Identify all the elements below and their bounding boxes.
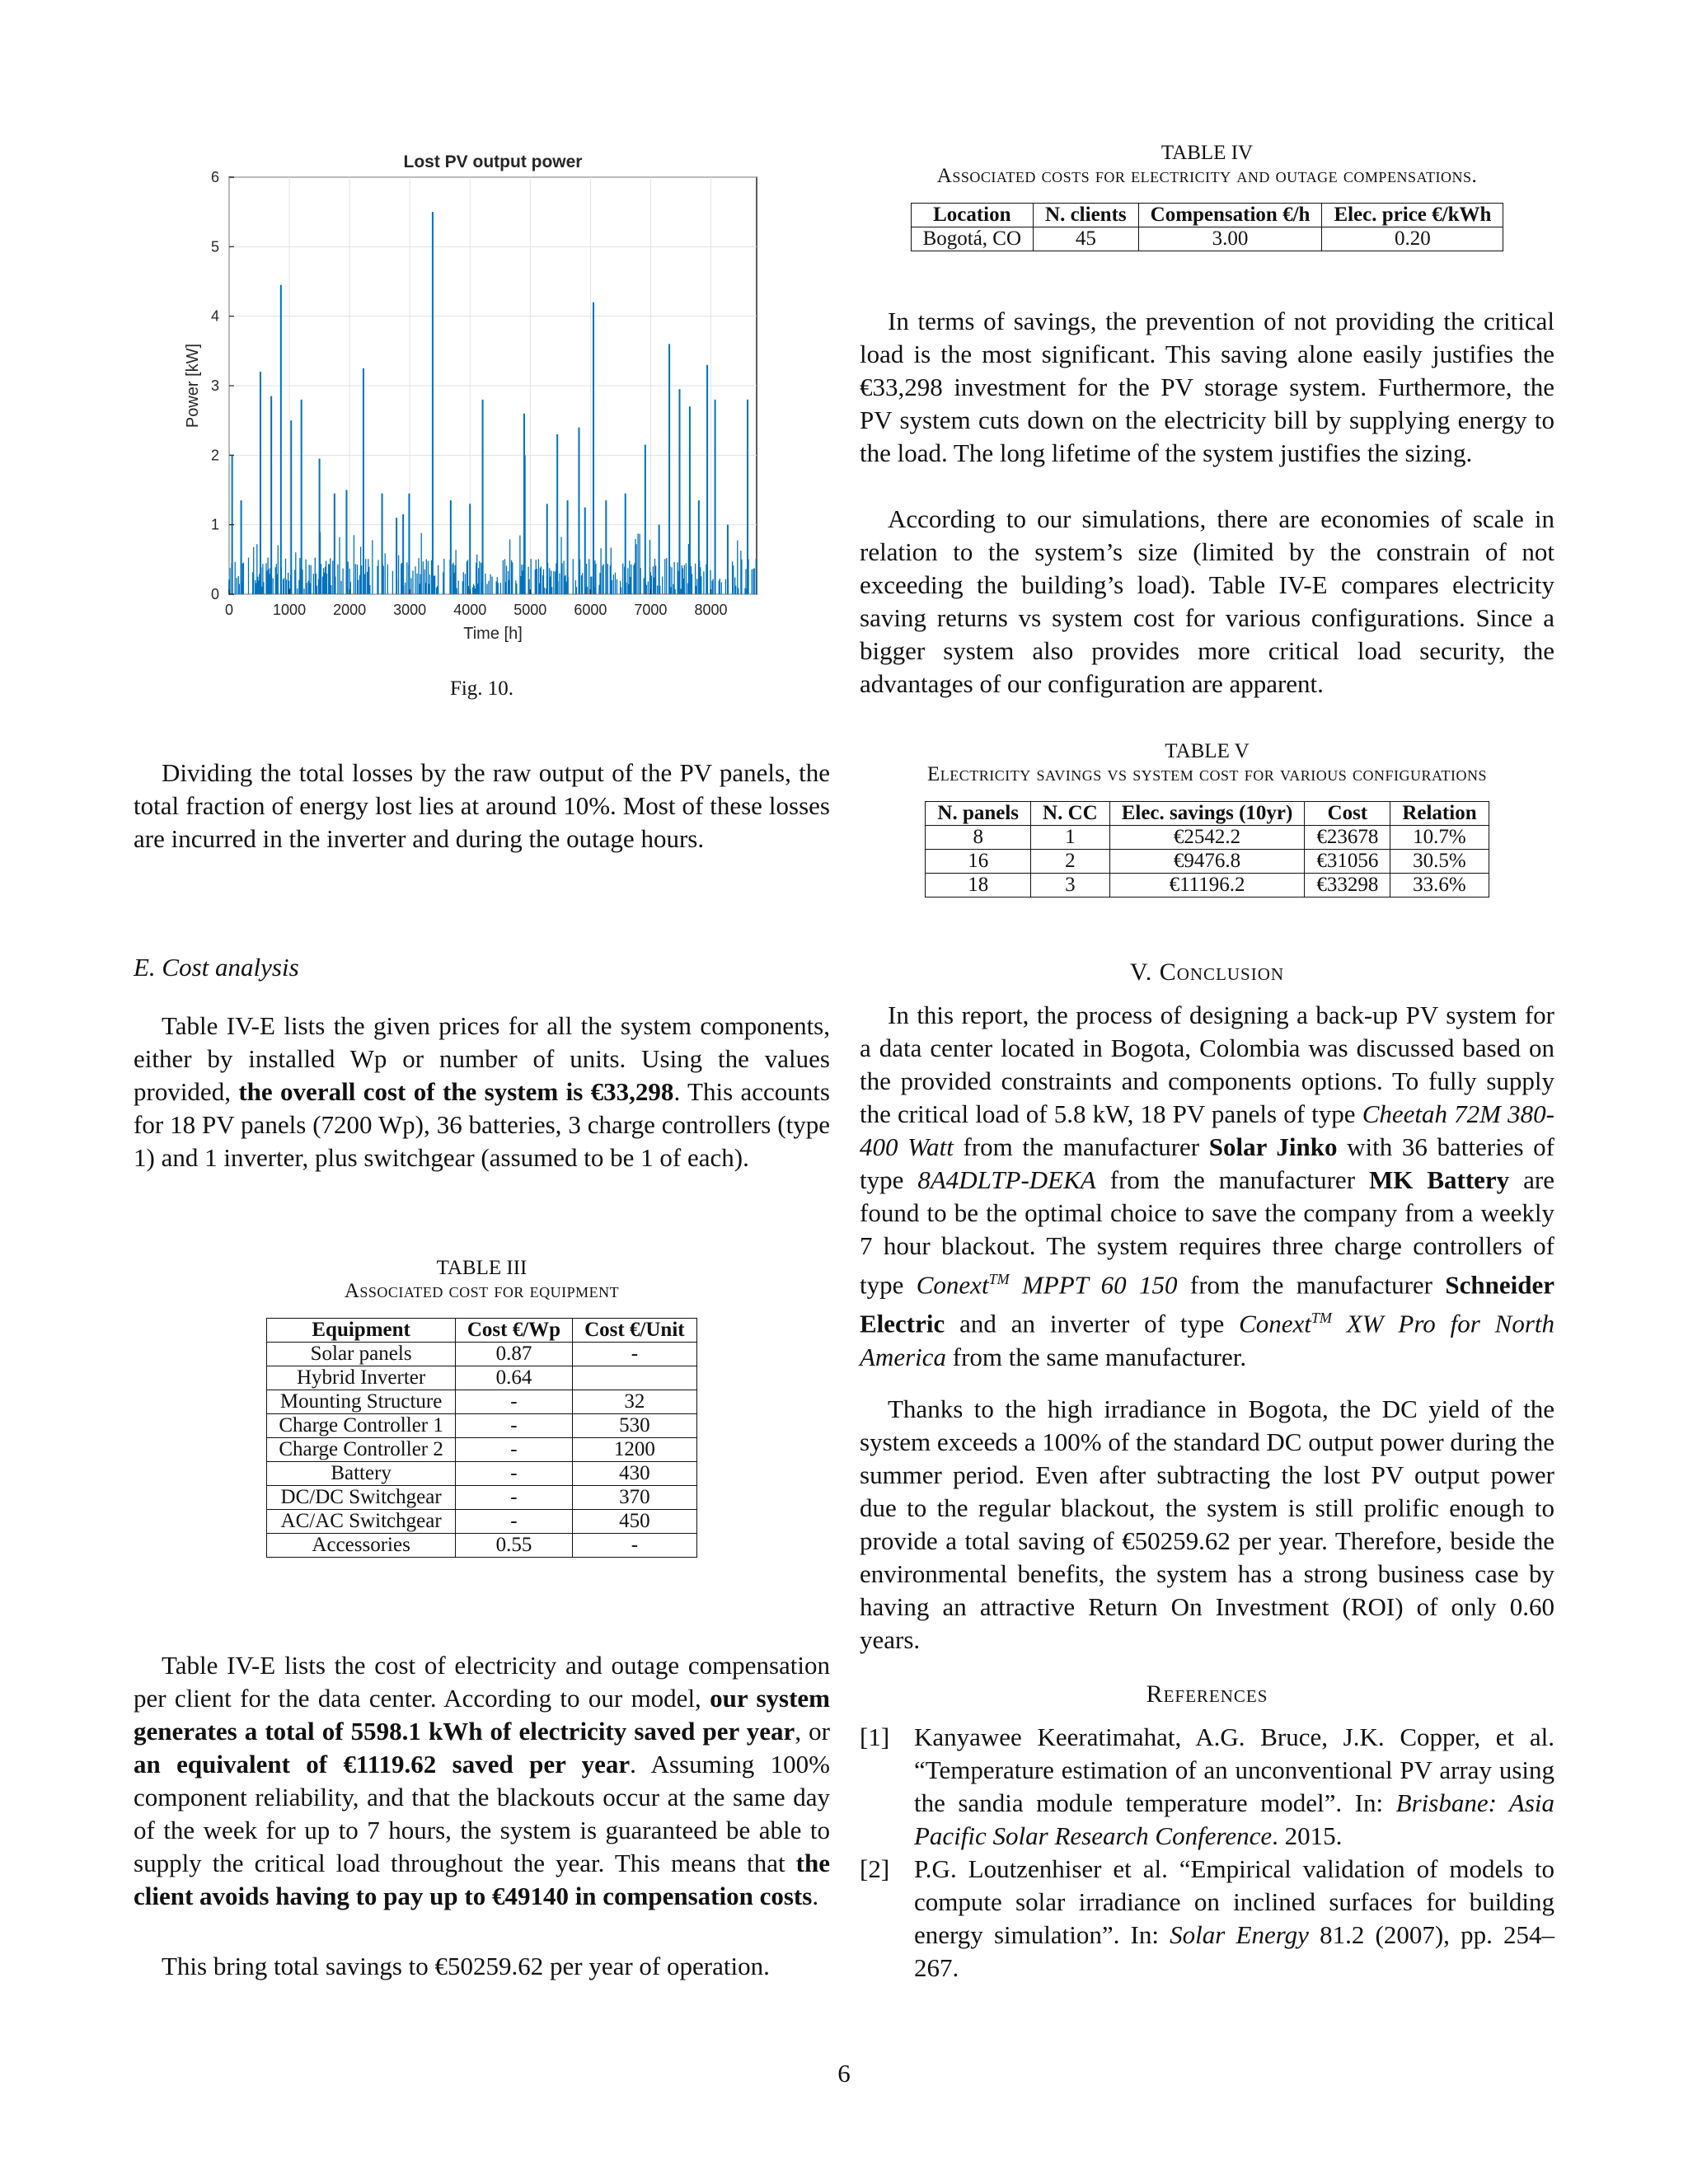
- x-tick-label: 4000: [453, 602, 487, 618]
- x-tick-label: 7000: [634, 602, 668, 618]
- savings-vs-cost-table: [925, 801, 1489, 898]
- overall-cost-highlight: the overall cost of the system is €33,298: [238, 1077, 674, 1106]
- table-iii-header-2: Cost €/Unit: [573, 1319, 697, 1343]
- x-tick-label: 1000: [273, 602, 307, 618]
- table-row: [267, 1462, 696, 1486]
- paragraph-conclusion-1: In this report, the process of designing a back-up PV system for a data center located in Bogota, Colombia was discussed based on the provided constraints and components options. To fully supply the critical load of 5.8 kW, 18 PV panels of type Cheetah 72M 380-400 Watt from the manufacturer Solar Jinko with 36 batteries of type 8A4DLTP-DEKA from the manufacturer MK Battery are found to be the optimal choice to save the company from a weekly 7 hour blackout. The system requires three charge controllers of type Conext™ MPPT 60 150 from the manufacturer Schneider Electric and an inverter of type Conext™ XW Pro for North America from the same manufacturer.: [860, 1001, 1555, 1371]
- table-iii-title: Associated cost for equipment: [344, 1280, 620, 1302]
- table-iv-cell: 45: [1034, 227, 1139, 251]
- chart-title: Lost PV output power: [403, 152, 583, 171]
- x-tick-label: 2000: [333, 602, 367, 618]
- paragraph-economies-of-scale: According to our simulations, there are economies of scale in relation to the system’s size (limited by the constrain of not exceeding the building’s load). Table IV-E compares electricity saving returns vs system cost for various configurations. Since a bigger system also provides more critical load security, the advantages of our configuration are apparent.: [860, 504, 1554, 698]
- table-v-cell: €31056: [1305, 850, 1390, 874]
- table-v-cell: €23678: [1305, 826, 1390, 850]
- table-iii-cell: -: [455, 1390, 572, 1414]
- paragraph-cost-analysis: Table IV-E lists the given prices for all the system components, either by installed Wp or number of units. Using the values provided, the overall cost of the system is €33,298. This accounts for 18 PV panels (7200 Wp), 36 batteries, 3 charge controllers (type 1) and 1 inverter, plus switchgear (assumed to be 1 of each).: [134, 1011, 830, 1172]
- table-v-cell: €2542.2: [1109, 826, 1305, 850]
- equipment-cost-table: [266, 1318, 696, 1558]
- table-row: [267, 1438, 696, 1462]
- table-iii-cell: Solar panels: [267, 1343, 456, 1366]
- paragraph-savings: In terms of savings, the prevention of not providing the critical load is the most significant. This saving alone easily justifies the €33,298 investment for the PV storage system. Furthermore, the PV system cuts down on the electricity bill by supplying energy to the load. The long lifetime of the system justifies the sizing.: [860, 307, 1554, 467]
- reference-1: [1] Kanyawee Keeratimahat, A.G. Bruce, J.K. Copper, et al. “Temperature estimation of an unconventional PV array using the sandia module temperature model”. In: Brisbane: Asia Pacific Solar Research Conference. 2015.: [860, 1722, 1554, 1850]
- table-v-header-1: N. CC: [1031, 802, 1110, 826]
- table-iii-cell: Hybrid Inverter: [267, 1366, 456, 1390]
- y-tick-label: 3: [210, 377, 219, 394]
- table-v-cell: €9476.8: [1109, 850, 1305, 874]
- table-row: [267, 1510, 696, 1534]
- table-row: [926, 850, 1489, 874]
- table-v-title: Electricity savings vs system cost for various configurations: [927, 763, 1487, 785]
- section-heading-conclusion: V. Conclusion: [1129, 958, 1285, 986]
- figure-10: [134, 140, 830, 717]
- table-row: [267, 1486, 696, 1510]
- table-v-cell: 2: [1031, 850, 1110, 874]
- figure-caption: Fig. 10.: [449, 677, 514, 700]
- table-iii-cell: -: [455, 1462, 572, 1486]
- table-row: [911, 227, 1503, 251]
- table-v-cell: 16: [926, 850, 1031, 874]
- x-tick-label: 5000: [513, 602, 547, 618]
- table-row: [926, 826, 1489, 850]
- table-v-header-3: Cost: [1305, 802, 1390, 826]
- paragraph-conclusion-2: Thanks to the high irradiance in Bogota, the DC yield of the system exceeds a 100% of the standard DC output power during the summer period. Even after subtracting the lost PV output power due to the regular blackout, the system is still prolific enough to provide a total saving of €50259.62 per year. Therefore, beside the environmental benefits, the system has a strong business case by having an attractive Return On Investment (ROI) of only 0.60 years.: [860, 1394, 1554, 1654]
- table-iii-cell: 450: [573, 1510, 697, 1534]
- x-tick-label: 0: [224, 602, 234, 618]
- table-iii-cell: DC/DC Switchgear: [267, 1486, 456, 1510]
- table-iii-cell: -: [455, 1438, 572, 1462]
- y-tick-label: 6: [210, 169, 219, 185]
- table-v-cell: 1: [1031, 826, 1110, 850]
- table-iii-cell: -: [455, 1414, 572, 1438]
- table-iv-header-2: Compensation €/h: [1138, 204, 1322, 227]
- table-iii-cell: AC/AC Switchgear: [267, 1510, 456, 1534]
- table-v-cell: €33298: [1305, 874, 1390, 898]
- table-iii-cell: 0.55: [455, 1534, 572, 1558]
- table-v-cell: 30.5%: [1390, 850, 1489, 874]
- table-iii-cell: Charge Controller 2: [267, 1438, 456, 1462]
- page-number: 6: [837, 2059, 851, 2088]
- table-iii-header-0: Equipment: [267, 1319, 456, 1343]
- table-iv-cell: Bogotá, CO: [911, 227, 1033, 251]
- table-iii-cell: Battery: [267, 1462, 456, 1486]
- table-v-header-2: Elec. savings (10yr): [1109, 802, 1305, 826]
- table-iii-cell: 1200: [573, 1438, 697, 1462]
- table-row: [267, 1343, 696, 1366]
- table-iii-cell: 530: [573, 1414, 697, 1438]
- y-tick-label: 1: [210, 516, 219, 533]
- table-iv-label: TABLE IV: [1160, 142, 1254, 164]
- table-iv: [860, 142, 1554, 251]
- electricity-compensation-table: [911, 203, 1504, 251]
- section-heading-cost-analysis: E. Cost analysis: [134, 953, 299, 982]
- table-iii-cell: -: [455, 1486, 572, 1510]
- table-iii-cell: 0.87: [455, 1343, 572, 1366]
- paragraph-total-savings: This bring total savings to €50259.62 per year of operation.: [162, 1952, 770, 1980]
- table-iii-cell: Accessories: [267, 1534, 456, 1558]
- table-iii-cell: -: [573, 1343, 697, 1366]
- x-tick-label: 3000: [393, 602, 427, 618]
- table-v-cell: 3: [1031, 874, 1110, 898]
- table-row: [267, 1534, 696, 1558]
- table-iii-header-1: Cost €/Wp: [455, 1319, 572, 1343]
- table-iii-cell: [573, 1366, 697, 1390]
- table-v-header-0: N. panels: [926, 802, 1031, 826]
- table-v-cell: 33.6%: [1390, 874, 1489, 898]
- table-iii-cell: Mounting Structure: [267, 1390, 456, 1414]
- lost-pv-output-chart: [134, 140, 830, 668]
- table-row: [267, 1414, 696, 1438]
- y-axis-label: Power [kW]: [184, 343, 202, 429]
- table-iii-cell: 0.64: [455, 1366, 572, 1390]
- x-tick-label: 6000: [574, 602, 607, 618]
- table-v-cell: 8: [926, 826, 1031, 850]
- table-iv-title: Associated costs for electricity and outage compensations.: [936, 165, 1478, 187]
- table-v-cell: 10.7%: [1390, 826, 1489, 850]
- table-iii: [134, 1257, 830, 1558]
- section-heading-references: References: [1146, 1680, 1268, 1708]
- x-axis-label: Time [h]: [463, 625, 523, 643]
- y-tick-label: 5: [210, 238, 219, 255]
- table-iv-cell: 3.00: [1138, 227, 1322, 251]
- table-iv-header-3: Elec. price €/kWh: [1322, 204, 1503, 227]
- table-iii-cell: 32: [573, 1390, 697, 1414]
- table-iii-cell: -: [573, 1534, 697, 1558]
- table-iv-header-1: N. clients: [1034, 204, 1139, 227]
- y-tick-label: 4: [210, 307, 219, 325]
- table-iv-header-0: Location: [911, 204, 1033, 227]
- table-iii-label: TABLE III: [436, 1257, 528, 1279]
- table-iv-cell: 0.20: [1322, 227, 1503, 251]
- table-v-header-4: Relation: [1390, 802, 1489, 826]
- reference-2: [2] P.G. Loutzenhiser et al. “Empirical validation of models to compute solar irradiance on inclined surfaces for building energy simulation”. In: Solar Energy 81.2 (2007), pp. 254–267.: [860, 1854, 1554, 1982]
- y-tick-label: 0: [210, 586, 219, 602]
- y-tick-label: 2: [210, 447, 219, 464]
- table-row: [267, 1390, 696, 1414]
- table-v-cell: €11196.2: [1109, 874, 1305, 898]
- table-row: [267, 1366, 696, 1390]
- table-iii-cell: -: [455, 1510, 572, 1534]
- table-iii-cell: 370: [573, 1486, 697, 1510]
- paragraph-losses: Dividing the total losses by the raw output of the PV panels, the total fraction of energy lost lies at around 10%. Most of these losses are incurred in the inverter and during the outage hours.: [134, 758, 830, 853]
- table-v-label: TABLE V: [1165, 740, 1250, 762]
- table-v-cell: 18: [926, 874, 1031, 898]
- table-row: [926, 874, 1489, 898]
- x-tick-label: 8000: [694, 602, 728, 618]
- paragraph-electricity-cost: Table IV-E lists the cost of electricity and outage compensation per client for the data center. According to our model, our system generates a total of 5598.1 kWh of electricity saved per year, or an equivalent of €1119.62 saved per year. Assuming 100% component reliability, and that the blackouts occur at the same day of the week for up to 7 hours, the system is guaranteed be able to supply the critical load throughout the year. This means that the client avoids having to pay up to €49140 in compensation costs.: [134, 1651, 830, 1910]
- table-iii-cell: Charge Controller 1: [267, 1414, 456, 1438]
- table-iii-cell: 430: [573, 1462, 697, 1486]
- table-v: [860, 740, 1554, 898]
